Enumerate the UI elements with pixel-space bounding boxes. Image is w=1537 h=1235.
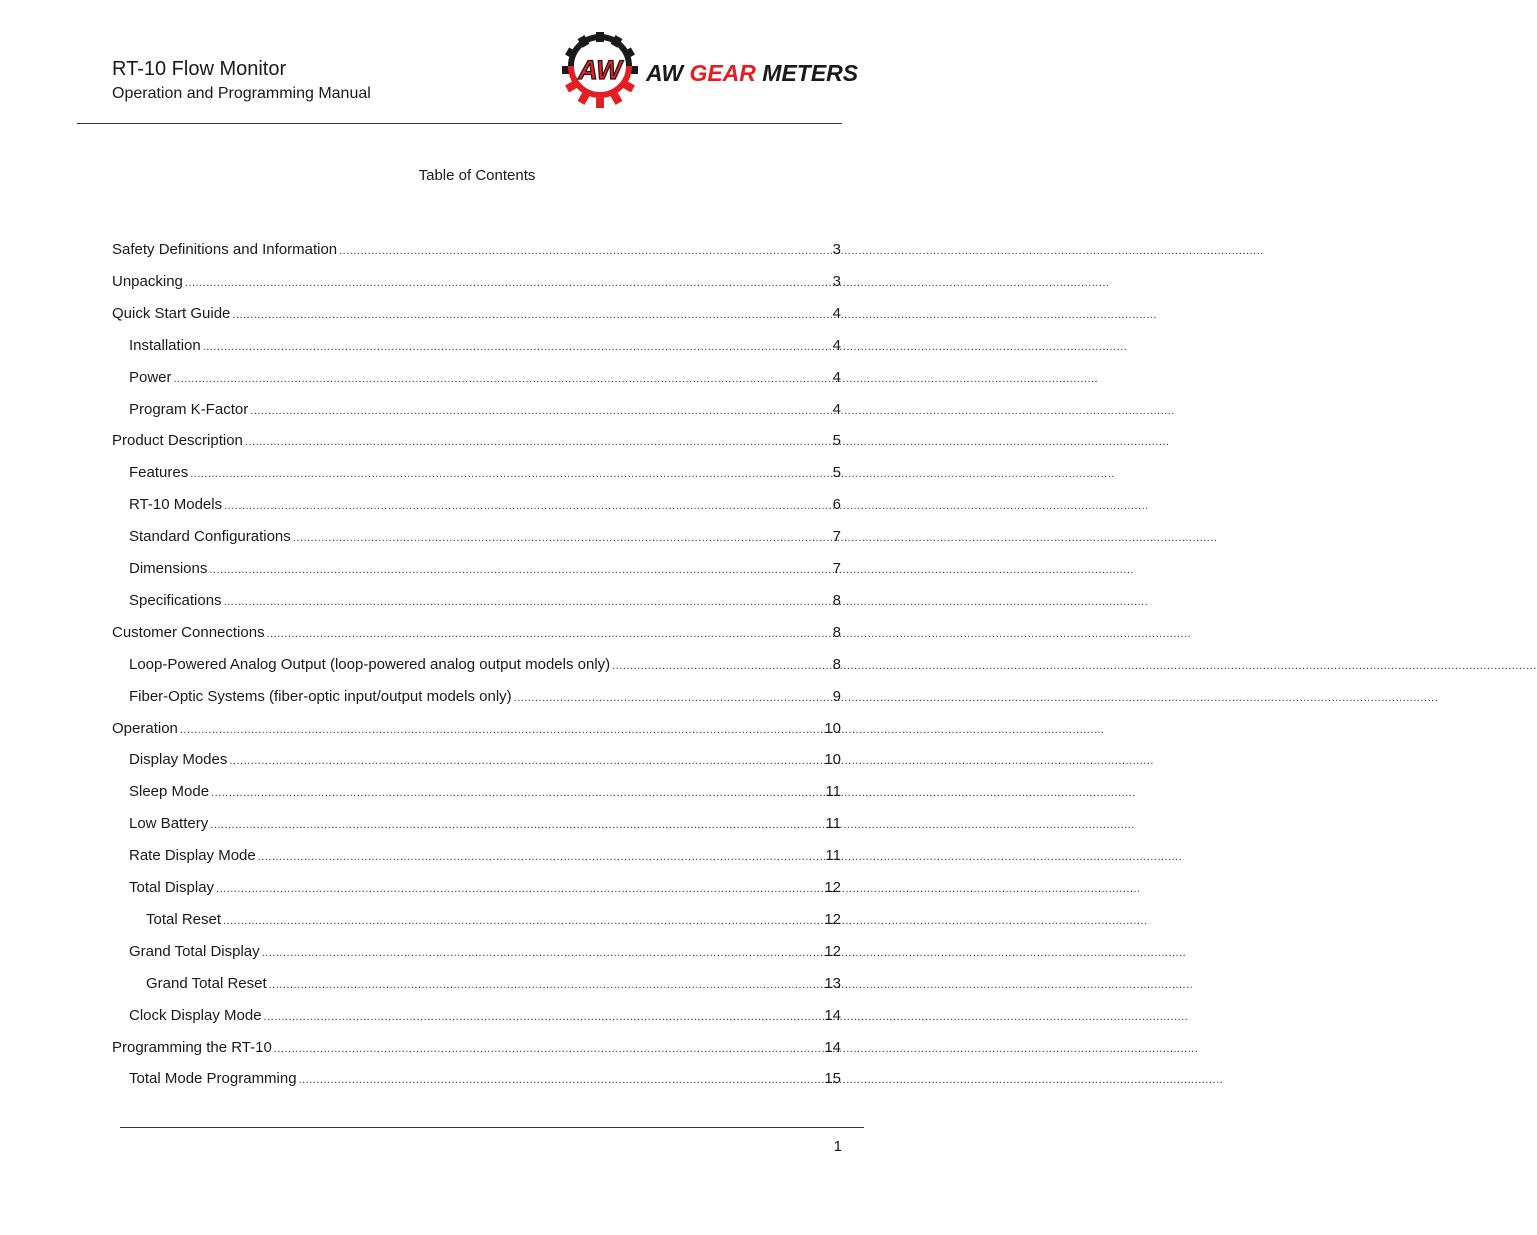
toc-dot-leader <box>274 1038 823 1059</box>
gear-logo-icon <box>562 30 859 110</box>
toc-entry-title: Sleep Mode <box>129 783 210 801</box>
toc-entry-page: 12 <box>824 910 841 928</box>
toc-entry-title: Quick Start Guide <box>112 304 231 322</box>
toc-entry-page: 14 <box>824 1038 841 1056</box>
toc-entry-page: 11 <box>825 847 841 865</box>
toc-dot-leader <box>232 304 830 325</box>
toc-heading: Table of Contents <box>418 167 536 184</box>
toc-entry[interactable] <box>112 336 841 356</box>
toc-entry-page: 15 <box>824 1070 841 1088</box>
toc-entry-page: 11 <box>825 815 841 833</box>
toc-entry-title: Rate Display Mode <box>129 847 256 865</box>
aw-gear-meters-logo <box>562 30 859 110</box>
toc-entry-page: 6 <box>832 496 841 514</box>
document-subtitle: Operation and Programming Manual <box>112 85 371 102</box>
toc-entry-page: 3 <box>832 241 841 258</box>
toc-entry[interactable] <box>112 623 841 643</box>
toc-dot-leader <box>250 400 830 421</box>
toc-entry-title: Programming the RT-10 <box>112 1038 272 1056</box>
toc-dot-leader <box>223 910 822 931</box>
toc-entry-title: Standard Configurations <box>129 528 291 546</box>
footer-divider <box>120 1127 864 1128</box>
toc-entry[interactable] <box>112 910 841 930</box>
toc-entry-page: 9 <box>832 687 841 705</box>
toc-dot-leader <box>203 336 831 357</box>
toc-entry-title: Product Description <box>112 432 243 450</box>
toc-entry-page: 7 <box>832 528 841 546</box>
toc-entry-title: Loop-Powered Analog Output (loop-powered analog output models only) <box>129 655 611 673</box>
toc-dot-leader <box>174 368 831 389</box>
toc-entry[interactable] <box>112 814 841 834</box>
toc-entry-title: Total Display <box>129 879 215 896</box>
toc-entry-title: Grand Total Display <box>129 942 260 960</box>
toc-entry[interactable] <box>112 878 841 898</box>
toc-dot-leader <box>262 942 823 963</box>
toc-dot-leader <box>293 527 831 548</box>
toc-entry-title: Installation <box>129 336 201 354</box>
toc-entry-page: 4 <box>832 368 841 386</box>
toc-entry[interactable] <box>112 559 841 579</box>
toc-entry-page: 4 <box>832 336 841 354</box>
toc-dot-leader <box>216 878 822 899</box>
toc-entry[interactable] <box>112 463 841 483</box>
toc-entry-page: 11 <box>825 783 841 801</box>
toc-entry[interactable] <box>112 1006 841 1026</box>
toc-entry-page: 8 <box>832 591 841 609</box>
toc-entry-title: RT-10 Models <box>129 496 223 514</box>
toc-entry-title: Program K-Factor <box>129 400 249 418</box>
toc-entry-page: 8 <box>832 623 841 641</box>
logo-wordmark-aw: AW <box>646 60 684 86</box>
toc-entry[interactable] <box>112 304 841 324</box>
toc-entry[interactable] <box>112 782 841 802</box>
toc-entry-page: 8 <box>832 655 841 673</box>
toc-entry[interactable] <box>112 272 841 292</box>
toc-entry[interactable] <box>112 591 841 611</box>
toc-dot-leader <box>258 846 824 867</box>
svg-text:AW GEAR METERS <box>645 60 859 86</box>
toc-entry[interactable] <box>112 719 841 739</box>
toc-entry[interactable] <box>112 495 841 515</box>
toc-dot-leader <box>185 272 831 293</box>
toc-entry-title: Clock Display Mode <box>129 1006 262 1024</box>
toc-dot-leader <box>245 431 831 452</box>
page-number: 1 <box>833 1138 842 1155</box>
toc-entry-page: 5 <box>832 432 841 450</box>
toc-dot-leader <box>211 782 823 803</box>
toc-entry[interactable] <box>112 1069 841 1089</box>
toc-entry[interactable] <box>112 1038 841 1058</box>
toc-entry-title: Power <box>129 368 172 386</box>
toc-entry[interactable] <box>112 846 841 866</box>
document-title: RT-10 Flow Monitor <box>112 58 287 80</box>
toc-dot-leader <box>224 591 831 612</box>
toc-entry-title: Specifications <box>129 591 222 609</box>
toc-dot-leader <box>210 814 823 835</box>
toc-entry-page: 10 <box>824 719 841 737</box>
toc-entry-page: 5 <box>832 464 841 482</box>
toc-entry-title: Customer Connections <box>112 623 265 641</box>
logo-wordmark-gear: GEAR <box>689 60 756 86</box>
toc-entry-title: Operation <box>112 719 178 737</box>
toc-entry[interactable] <box>112 400 841 420</box>
toc-entry-title: Low Battery <box>129 815 209 833</box>
toc-dot-leader <box>190 463 830 484</box>
toc-entry-page: 14 <box>824 1006 841 1024</box>
toc-entry[interactable] <box>112 431 841 451</box>
gear-monogram: AW <box>578 55 622 85</box>
toc-entry-title: Total Mode Programming <box>129 1070 297 1088</box>
toc-entry[interactable] <box>112 687 841 707</box>
toc-entry-title: Safety Definitions and Information <box>112 241 338 258</box>
toc-entry-title: Display Modes <box>129 751 228 769</box>
toc-dot-leader <box>612 655 831 676</box>
toc-entry-page: 10 <box>824 751 841 769</box>
toc-entry[interactable] <box>112 527 841 547</box>
toc-dot-leader <box>180 719 822 740</box>
toc-entry-title: Dimensions <box>129 560 208 577</box>
toc-dot-leader <box>224 495 831 516</box>
toc-dot-leader <box>299 1069 823 1090</box>
toc-dot-leader <box>267 623 831 644</box>
toc-dot-leader <box>514 687 831 708</box>
toc-dot-leader <box>229 750 822 771</box>
toc-entry[interactable] <box>112 240 841 260</box>
logo-wordmark-meters: METERS <box>762 60 859 86</box>
toc-entry-title: Grand Total Reset <box>146 974 267 992</box>
toc-dot-leader <box>209 559 830 580</box>
toc-entry-page: 12 <box>824 879 841 896</box>
toc-entry[interactable] <box>112 368 841 388</box>
toc-dot-leader <box>264 1006 823 1027</box>
toc-entry-title: Unpacking <box>112 272 183 290</box>
toc-entry-title: Total Reset <box>146 910 222 928</box>
toc-entry-title: Features <box>129 464 189 482</box>
toc-entry[interactable] <box>112 750 841 770</box>
toc-entry-page: 4 <box>832 304 841 322</box>
toc-dot-leader <box>269 974 823 995</box>
toc-entry-page: 7 <box>832 560 841 577</box>
toc-entry[interactable] <box>112 655 841 675</box>
toc-entry[interactable] <box>112 974 841 994</box>
toc-entry-page: 4 <box>832 400 841 418</box>
toc-entry-title: Fiber-Optic Systems (fiber-optic input/output models only) <box>129 687 512 705</box>
header-divider <box>77 123 842 124</box>
toc-entry-page: 12 <box>824 942 841 960</box>
toc-entry-page: 13 <box>824 974 841 992</box>
toc-dot-leader <box>339 240 831 261</box>
toc-entry-page: 3 <box>832 272 841 290</box>
toc-entry[interactable] <box>112 942 841 962</box>
